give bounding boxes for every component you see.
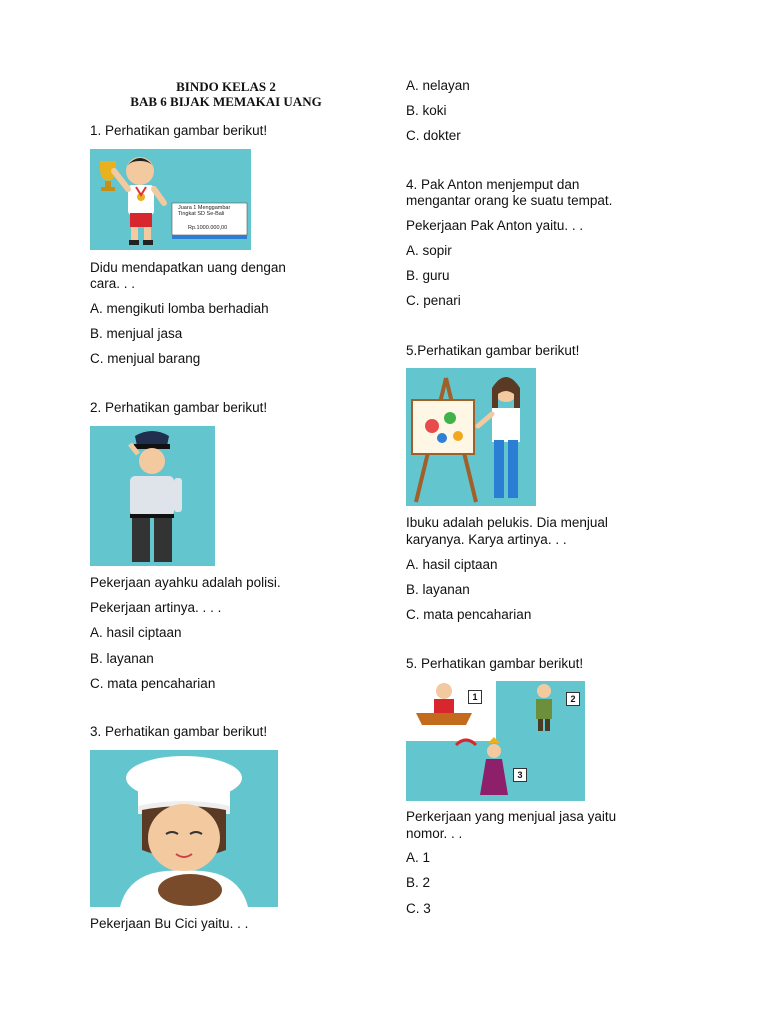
q6-image-label-2: 2 — [566, 692, 580, 706]
q5-stem-line1: Ibuku adalah pelukis. Dia menjual — [406, 515, 608, 530]
q2-number: 2. — [90, 400, 102, 415]
q1-cheque-line1: Juara 1 Menggambar — [178, 205, 231, 211]
q6-number: 5. — [406, 656, 418, 671]
q5-option-a: A. hasil ciptaan — [406, 557, 498, 572]
q4-stem-line1 — [406, 177, 579, 193]
q4-option-c: C. penari — [406, 293, 461, 308]
q3-option-c: C. dokter — [406, 128, 461, 143]
document-subtitle: BAB 6 BIJAK MEMAKAI UANG — [130, 94, 322, 109]
q1-prompt-text: Perhatikan gambar berikut! — [105, 123, 268, 138]
q1-image-trophy-boy — [90, 149, 251, 250]
q1-stem-line1: Didu mendapatkan uang dengan — [90, 260, 286, 275]
q1-prompt — [90, 123, 267, 139]
q6-option-b: B. 2 — [406, 875, 431, 890]
q2-stem1: Pekerjaan ayahku adalah polisi. — [90, 575, 281, 590]
q6-image-jobs — [406, 681, 585, 801]
q3-prompt — [90, 724, 267, 740]
q1-option-c: C. menjual barang — [90, 351, 201, 366]
q6-option-a: A. 1 — [406, 850, 431, 865]
q4-option-b: B. guru — [406, 268, 450, 283]
q3-number: 3. — [90, 724, 102, 739]
q5-option-b: B. layanan — [406, 582, 470, 597]
q1-stem-line2: cara. . . — [90, 276, 136, 291]
q5-prompt: 5.Perhatikan gambar berikut! — [406, 343, 580, 358]
q4-option-a: A. sopir — [406, 243, 452, 258]
document-title: BINDO KELAS 2 — [176, 79, 276, 94]
q5-stem-line2: karyanya. Karya artinya. . . — [406, 532, 567, 547]
q3-image-chef — [90, 750, 278, 907]
q3-option-b: B. koki — [406, 103, 447, 118]
q6-stem-line2: nomor. . . — [406, 826, 463, 841]
q1-number: 1. — [90, 123, 102, 138]
q5-option-c: C. mata pencaharian — [406, 607, 532, 622]
q1-cheque-amount: Rp.1000.000,00 — [188, 225, 228, 231]
q6-prompt — [406, 656, 583, 672]
q2-prompt-text: Perhatikan gambar berikut! — [105, 400, 268, 415]
q1-option-a: A. mengikuti lomba berhadiah — [90, 301, 269, 316]
q2-prompt — [90, 400, 267, 416]
q1-option-b: B. menjual jasa — [90, 326, 183, 341]
q6-prompt-text: Perhatikan gambar berikut! — [421, 656, 584, 671]
q4-stem2: Pekerjaan Pak Anton yaitu. . . — [406, 218, 584, 233]
q3-prompt-text: Perhatikan gambar berikut! — [105, 724, 268, 739]
q2-option-b: B. layanan — [90, 651, 154, 666]
q6-image-label-3: 3 — [513, 768, 527, 782]
q6-stem-line1: Perkerjaan yang menjual jasa yaitu — [406, 809, 617, 824]
q1-cheque-line2: Tingkat SD Se-Bali — [178, 211, 225, 217]
q3-option-a: A. nelayan — [406, 78, 470, 93]
q6-option-c: C. 3 — [406, 901, 431, 916]
q3-stem: Pekerjaan Bu Cici yaitu. . . — [90, 916, 249, 931]
q4-number: 4. — [406, 177, 418, 192]
q2-option-a: A. hasil ciptaan — [90, 625, 182, 640]
q5-image-painter — [406, 368, 536, 506]
q2-option-c: C. mata pencaharian — [90, 676, 216, 691]
q2-image-police — [90, 426, 215, 566]
q6-image-label-1: 1 — [468, 690, 482, 704]
q4-stem-line2: mengantar orang ke suatu tempat. — [406, 193, 613, 208]
q2-stem2: Pekerjaan artinya. . . . — [90, 600, 222, 615]
q4-stem-line1-text: Pak Anton menjemput dan — [421, 177, 580, 192]
